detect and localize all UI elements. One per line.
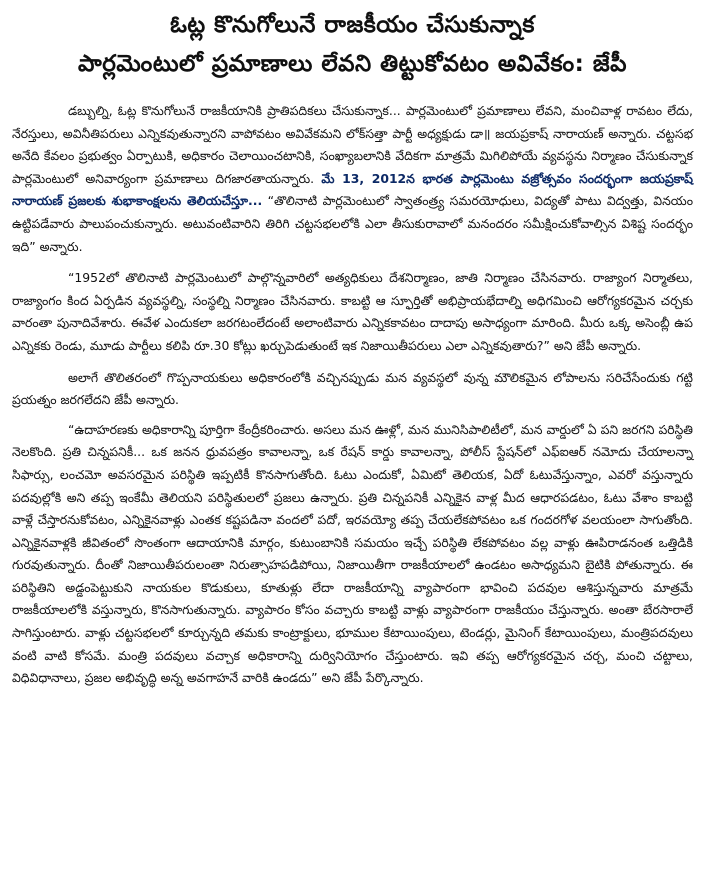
- paragraph-4: “ఉదాహరణకు అధికారాన్ని పూర్తిగా కేంద్రీకరించారు. అసలు మన ఊళ్లో, మన మునిసిపాలిటీలో, మన వార్డులో ఏ పని జరగని పరిస్థితి నెలకొంది. ప్రతి చిన్నపనికీ... ఒక జనన ధ్రువపత్రం కావాలన్నా, ఒక రేషన్ కార్డు కావాలన్నా, పోలీస్ స్టేషన్‌లో ఎఫ్ఐఆర్ నమోదు చేయాలన్నా సిఫార్సు, లంచమో అవసరమైన పరిస్థితి ఇప్పటికీ కొనసాగుతోంది. ఓటు ఎందుకో, ఏమిటో తెలియక, ఏదో ఓటువేస్తున్నాం, ఎవరో వస్తున్నారు పదవుల్లోకి అని తప్ప ఇంకేమీ తెలియని పరిస్థితులలో ప్రజలు ఉన్నారు. ప్రతి చిన్నపనికీ ఎన్నికైన వాళ్ల మీద ఆధారపడటం, ఓటు వేశాం కాబట్టి వాళ్లే చేస్తారనుకోవటం, ఎన్నికైనవాళ్లు ఎంతక కష్టపడినా వందలో పదో, ఇరవయ్యో తప్ప చేయలేకపోవటం ఒక గందరగోళ వలయంలా సాగుతోంది. ఎన్నికైనవాళ్లకి జీవితంలో సొంతంగా ఆదాయానికి మార్గం, కుటుంబానికి సమయం ఇచ్చే పరిస్థితి లేకపోవటం వల్ల వాళ్లు ఊపిరాడనంత ఒత్తిడికి గురవుతున్నారు. దీంతో నిజాయితీపరులంతా నిరుత్సాహపడిపోయి, నిజాయితీగా రాజకీయాలలో ఉండటం అసాధ్యమని బైటికి పోతున్నారు. ఈ పరిస్థితిని అడ్డంపెట్టుకుని నాయకుల కొడుకులు, కూతుళ్లు లేదా రాజకీయాన్ని వ్యాపారంగా భావించి పదవుల ఆశిస్తున్నవారు మాత్రమే రాజకీయాలలోకి వస్తున్నారు, కొనసాగుతున్నారు. వ్యాపారం కోసం వచ్చారు కాబట్టి వాళ్లు వ్యాపారంగా రాజకీయం చేస్తున్నారు. అంతా బేరసారాలే సాగిస్తుంటారు. వాళ్లు చట్టసభలలో కూర్చున్నది తమకు కాంట్రాక్టులు, భూముల కేటాయింపులు, టెండర్లు, మైనింగ్ కేటాయింపులు, మంత్రిపదవులు వంటి వాటి కోసమే. మంత్రి పదవులు వచ్చాక అధికారాన్ని దుర్వినియోగం చేస్తుంటారు. ఇవి తప్ప ఆరోగ్యకరమైన చర్చ, మంచి చట్టాలు, విధివిధానాలు, ప్రజల అభివృద్ధి అన్న అవగాహనే వారికి ఉండదు” అని జేపీ పేర్కొన్నారు.: [12, 421, 693, 686]
- article-body: [12, 100, 693, 690]
- paragraph-2: “1952లో తొలినాటి పార్లమెంటులో పాల్గొన్నవారిలో అత్యధికులు దేశనిర్మాణం, జాతి నిర్మాణం చేసినవారు. రాజ్యాంగ నిర్మాతలు, రాజ్యాంగం కింద ఏర్పడిన వ్యవస్థల్ని, సంస్థల్ని నిర్మాణం చేసినవారు. కాబట్టి ఆ స్ఫూర్తితో అభిప్రాయభేదాల్ని అధిగమించి ఆరోగ్యకరమైన చర్చకు వారంతా పునాదివేశారు. ఈవేళ ఎందుకలా జరగటంలేదంటే అలాంటివారు ఎన్నికకావటం దాదాపు అసాధ్యంగా మారింది. మీరు ఒక్క అసెంబ్లీ ఉప ఎన్నికకు రెండు, మూడు పార్టీలు కలిపి రూ.30 కోట్లు ఖర్చుపెడుతుంటే ఇక నిజాయితీపరులు ఎలా ఎన్నికవుతారు?” అని జేపీ అన్నారు.: [12, 270, 693, 353]
- headline-line-2: పార్లమెంటులో ప్రమాణాలు లేవని తిట్టుకోవటం అవివేకం: జేపీ: [78, 51, 627, 77]
- headline-line-1: ఓట్ల కొనుగోలునే రాజకీయం చేసుకున్నాక: [170, 12, 535, 38]
- headline: [12, 6, 693, 84]
- paragraph-1-intro: డబ్బుల్ని, ఓట్ల కొనుగోలునే రాజకీయానికి ప్రాతిపదికలు చేసుకున్నాక... పార్లమెంటులో ప్రమాణాలు లేవని, మంచివాళ్ల రావటం లేదు, నేరస్తులు, అవినీతిపరులు ఎన్నికవుతున్నారని వాపోవటం అవివేకమని లోక్‌సత్తా పార్టీ అధ్యక్షుడు డా॥ జయప్రకాష్ నారాయణ్ అన్నారు. చట్టసభ అనేది కేవలం ప్రభుత్వం ఏర్పాటుకి, అధికారం చెలాయించటానికి, సంఖ్యాబలానికి వేదికగా మాత్రమే మిగిలిపోయే వ్యవస్థను నిర్మాణం చేసుకున్నాక పార్లమెంటులో అనివార్యంగా ప్రమాణాలు దిగజారతాయన్నారు.: [12, 103, 693, 186]
- paragraph-1-rest: “తొలినాటి పార్లమెంటులో స్వాతంత్ర్య సమరయోధులు, విద్యతో పాటు విద్వత్తు, వినయం ఉట్టిపడేవారు పాలుపంచుకున్నారు. అటువంటివారిని తిరిగి చట్టసభలలోకి ఎలా తీసుకురావాలో మనందరం సమీక్షించుకోవాల్సిన విశిష్ట సందర్భం ఇది” అన్నారు.: [12, 193, 693, 254]
- paragraph-1-highlight: మే 13, 2012న భారత పార్లమెంటు వజ్రోత్సవం సందర్భంగా జయప్రకాష్ నారాయణ్ ప్రజలకు శుభాకాంక్షలను తెలియచేస్తూ...: [12, 170, 693, 209]
- paragraph-3: అలాగే తొలితరంలో గొప్పనాయకులు అధికారంలోకి వచ్చినప్పుడు మన వ్యవస్థలో వున్న మౌలికమైన లోపాలను సరిచేసేందుకు గట్టి ప్రయత్నం జరగలేదని జేపీ అన్నారు.: [12, 369, 693, 408]
- paragraph-1: [12, 100, 693, 258]
